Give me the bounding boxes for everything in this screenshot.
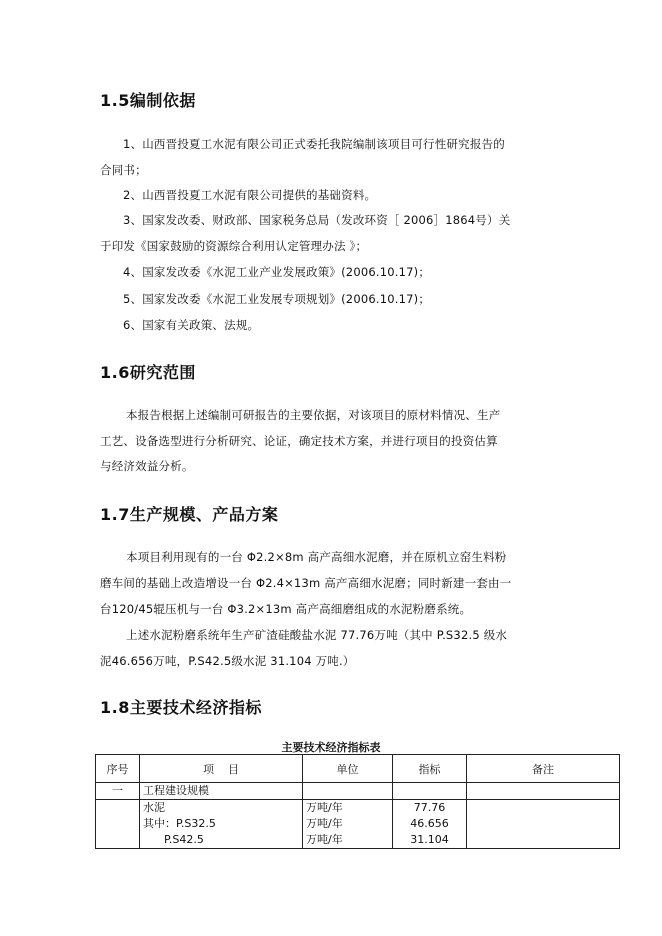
cell-item: 工程建设规模: [140, 783, 303, 800]
section-heading-1-8: 1.8主要技术经济指标: [100, 698, 262, 717]
section-heading-1-7: 1.7生产规模、产品方案: [100, 505, 279, 524]
basis-item-2: 2、山西晋投夏工水泥有限公司提供的基础资料。: [123, 188, 377, 202]
cell-unit: [303, 783, 393, 800]
scale-line-1: 本项目利用现有的一台 Φ2.2×8m 高产高细水泥磨，并在原机立窑生料粉: [126, 550, 507, 564]
basis-item-3-cont: 于印发《国家鼓励的资源综合利用认定管理办法 》；: [100, 239, 368, 253]
scope-line-2: 工艺、设备选型进行分析研究、论证，确定技术方案，并进行项目的投资估算: [100, 434, 498, 448]
scope-line-1: 本报告根据上述编制可研报告的主要依据，对该项目的原材料情况、生产: [126, 408, 501, 422]
basis-item-1: 1、山西晋投夏工水泥有限公司正式委托我院编制该项目可行性研究报告的: [123, 137, 505, 151]
header-no: 序号: [96, 755, 140, 783]
cell-no: [96, 800, 140, 849]
scale-line-3: 台120/45辊压机与一台 Φ3.2×13m 高产高细磨组成的水泥粉磨系统。: [100, 602, 472, 616]
cell-item: [140, 800, 303, 849]
value-ps425: 31.104: [410, 833, 449, 846]
scale-line-2: 磨车间的基础上改造增设一台 Φ2.4×13m 高产高细水泥磨；同时新建一套由一: [100, 576, 512, 590]
item-cement: 水泥: [143, 801, 165, 814]
table-header-row: [96, 755, 620, 783]
header-value: 指标: [393, 755, 467, 783]
basis-item-5: 5、国家发改委《水泥工业发展专项规划》(2006.10.17)；: [123, 292, 431, 306]
indicator-table: [95, 754, 620, 849]
scale-line-4: 上述水泥粉磨系统年生产矿渣硅酸盐水泥 77.76万吨（其中 P.S32.5 级水: [126, 628, 508, 642]
table-row: [96, 783, 620, 800]
header-note: 备注: [467, 755, 620, 783]
table-title: 主要技术经济指标表: [281, 741, 381, 754]
basis-item-1-cont: 合同书；: [100, 163, 147, 177]
scope-line-3: 与经济效益分析。: [100, 459, 194, 473]
basis-item-3: 3、国家发改委、财政部、国家税务总局（发改环资［ 2006］1864号）关: [123, 213, 511, 227]
basis-item-6: 6、国家有关政策、法规。: [123, 318, 260, 332]
value-ps325: 46.656: [410, 817, 449, 830]
cell-note: [467, 800, 620, 849]
value-cement: 77.76: [413, 801, 446, 814]
table-row: [96, 800, 620, 849]
header-unit: 单位: [303, 755, 393, 783]
cell-value: [393, 800, 467, 849]
section-heading-1-6: 1.6研究范围: [100, 363, 196, 382]
section-heading-1-5: 1.5编制依据: [100, 91, 196, 110]
unit-cement: 万吨/年: [306, 801, 343, 814]
header-item: 项 目: [140, 755, 303, 783]
unit-ps325: 万吨/年: [306, 817, 343, 830]
cell-note: [467, 783, 620, 800]
item-ps325: 其中：P.S32.5: [143, 817, 216, 830]
basis-item-4: 4、国家发改委《水泥工业产业发展政策》(2006.10.17)；: [123, 265, 431, 279]
scale-line-5: 泥46.656万吨，P.S42.5级水泥 31.104 万吨.）: [100, 654, 355, 668]
cell-value: [393, 783, 467, 800]
cell-no: 一: [96, 783, 140, 800]
unit-ps425: 万吨/年: [306, 833, 343, 846]
item-ps425: P.S42.5: [143, 833, 204, 846]
cell-unit: [303, 800, 393, 849]
